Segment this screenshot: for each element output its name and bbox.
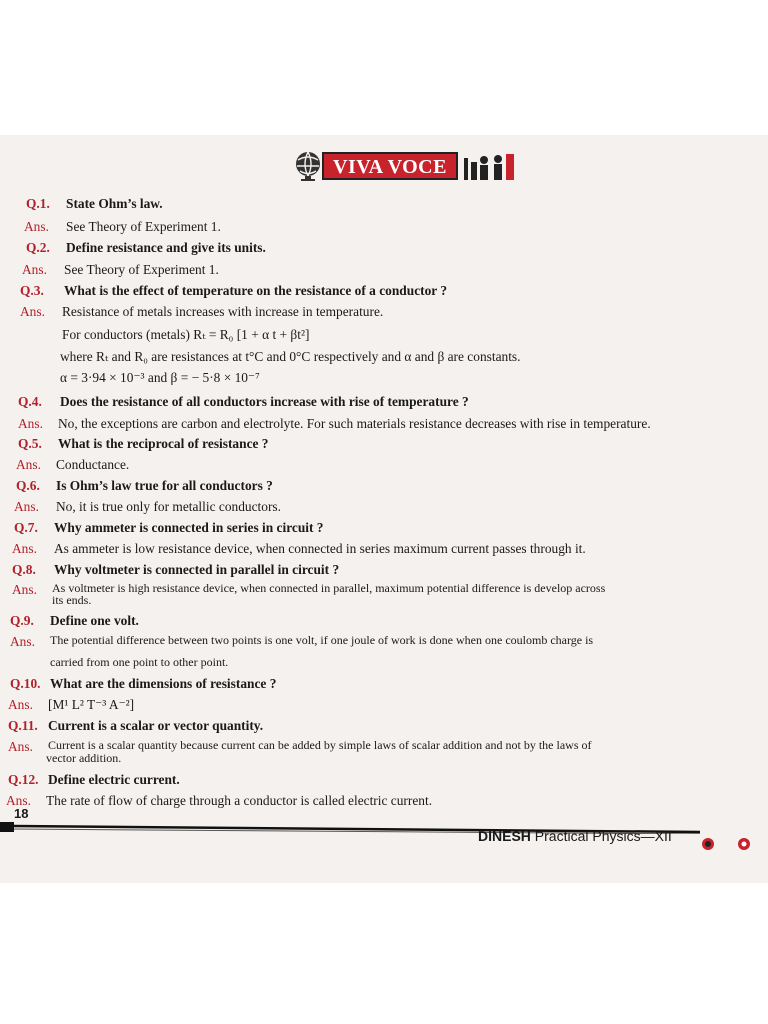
question-text: Define one volt. [50,613,139,628]
answer-label: Ans. [8,697,33,712]
question-text: Why ammeter is connected in series in circuit ? [54,520,324,535]
question-label: Q.4. [18,394,42,409]
viva-voce-header [292,146,532,186]
answer-label: Ans. [22,262,47,277]
answer-label: Ans. [12,582,37,597]
question-label: Q.9. [10,613,34,628]
question-text: What are the dimensions of resistance ? [50,676,277,691]
answer-text: Conductance. [56,457,130,472]
answer-text: No, it is true only for metallic conductors. [56,499,281,514]
answer-label: Ans. [6,793,31,808]
answer-text: Resistance of metals increases with increase in temperature. [62,304,384,319]
answer-label: Ans. [10,634,35,649]
question-label: Q.8. [12,562,36,577]
question-text: Does the resistance of all conductors increase with rise of temperature ? [60,394,469,409]
book-brand: DINESH [478,828,531,844]
answer-text-continued: carried from one point to other point. [50,655,229,669]
answer-formula-line: where Rₜ and R₀ are resistances at t°C and 0°C respectively and α and β are constants. [60,349,521,364]
answer-label: Ans. [20,304,45,319]
people-icon [462,150,516,182]
book-name: Practical Physics—XII [534,828,672,844]
answer-text: As ammeter is low resistance device, when connected in series maximum current passes through it. [54,541,586,556]
question-label: Q.3. [20,283,44,298]
answer-formula-line: For conductors (metals) Rₜ = R₀ [1 + α t + βt²] [62,327,310,342]
question-text: Define resistance and give its units. [66,240,266,255]
question-text: State Ohm’s law. [66,196,163,211]
answer-text: Current is a scalar quantity because current can be added by simple laws of scalar addition and not by the laws of [48,738,592,752]
answer-text: The potential difference between two points is one volt, if one joule of work is done when one coulomb charge is [50,633,594,647]
answer-text: The rate of flow of charge through a conductor is called electric current. [46,793,433,808]
question-text: Define electric current. [48,772,180,787]
answer-text: See Theory of Experiment 1. [64,262,219,277]
answer-text: See Theory of Experiment 1. [66,219,221,234]
question-text: Current is a scalar or vector quantity. [48,718,264,733]
answer-label: Ans. [14,499,39,514]
question-label: Q.6. [16,478,40,493]
answer-label: Ans. [18,416,43,431]
globe-icon [292,150,324,182]
question-label: Q.2. [26,240,50,255]
question-text: Why voltmeter is connected in parallel in circuit ? [54,562,340,577]
answer-formula-line: α = 3·94 × 10⁻³ and β = − 5·8 × 10⁻⁷ [60,370,260,385]
question-label: Q.12. [8,772,39,787]
question-text: Is Ohm’s law true for all conductors ? [56,478,273,493]
question-label: Q.11. [8,718,38,733]
question-label: Q.10. [10,676,41,691]
question-text: What is the reciprocal of resistance ? [58,436,269,451]
answer-text-continued: its ends. [52,593,92,607]
question-label: Q.7. [14,520,38,535]
question-label: Q.1. [26,196,50,211]
answer-label: Ans. [8,739,33,754]
answer-text: As voltmeter is high resistance device, when connected in parallel, maximum potential difference is develop across [52,581,606,595]
answer-label: Ans. [24,219,49,234]
answer-label: Ans. [12,541,37,556]
book-title [478,828,672,844]
section-title: VIVA VOCE [322,152,458,180]
answer-text-continued: vector addition. [46,751,122,765]
answer-text: No, the exceptions are carbon and electrolyte. For such materials resistance decreases with rise in temperature. [58,416,651,431]
question-text: What is the effect of temperature on the resistance of a conductor ? [64,283,448,298]
answer-label: Ans. [16,457,41,472]
question-label: Q.5. [18,436,42,451]
answer-text: [M¹ L² T⁻³ A⁻²] [48,697,135,712]
decorative-dots-icon [700,836,760,856]
page-number: 18 [14,806,29,821]
